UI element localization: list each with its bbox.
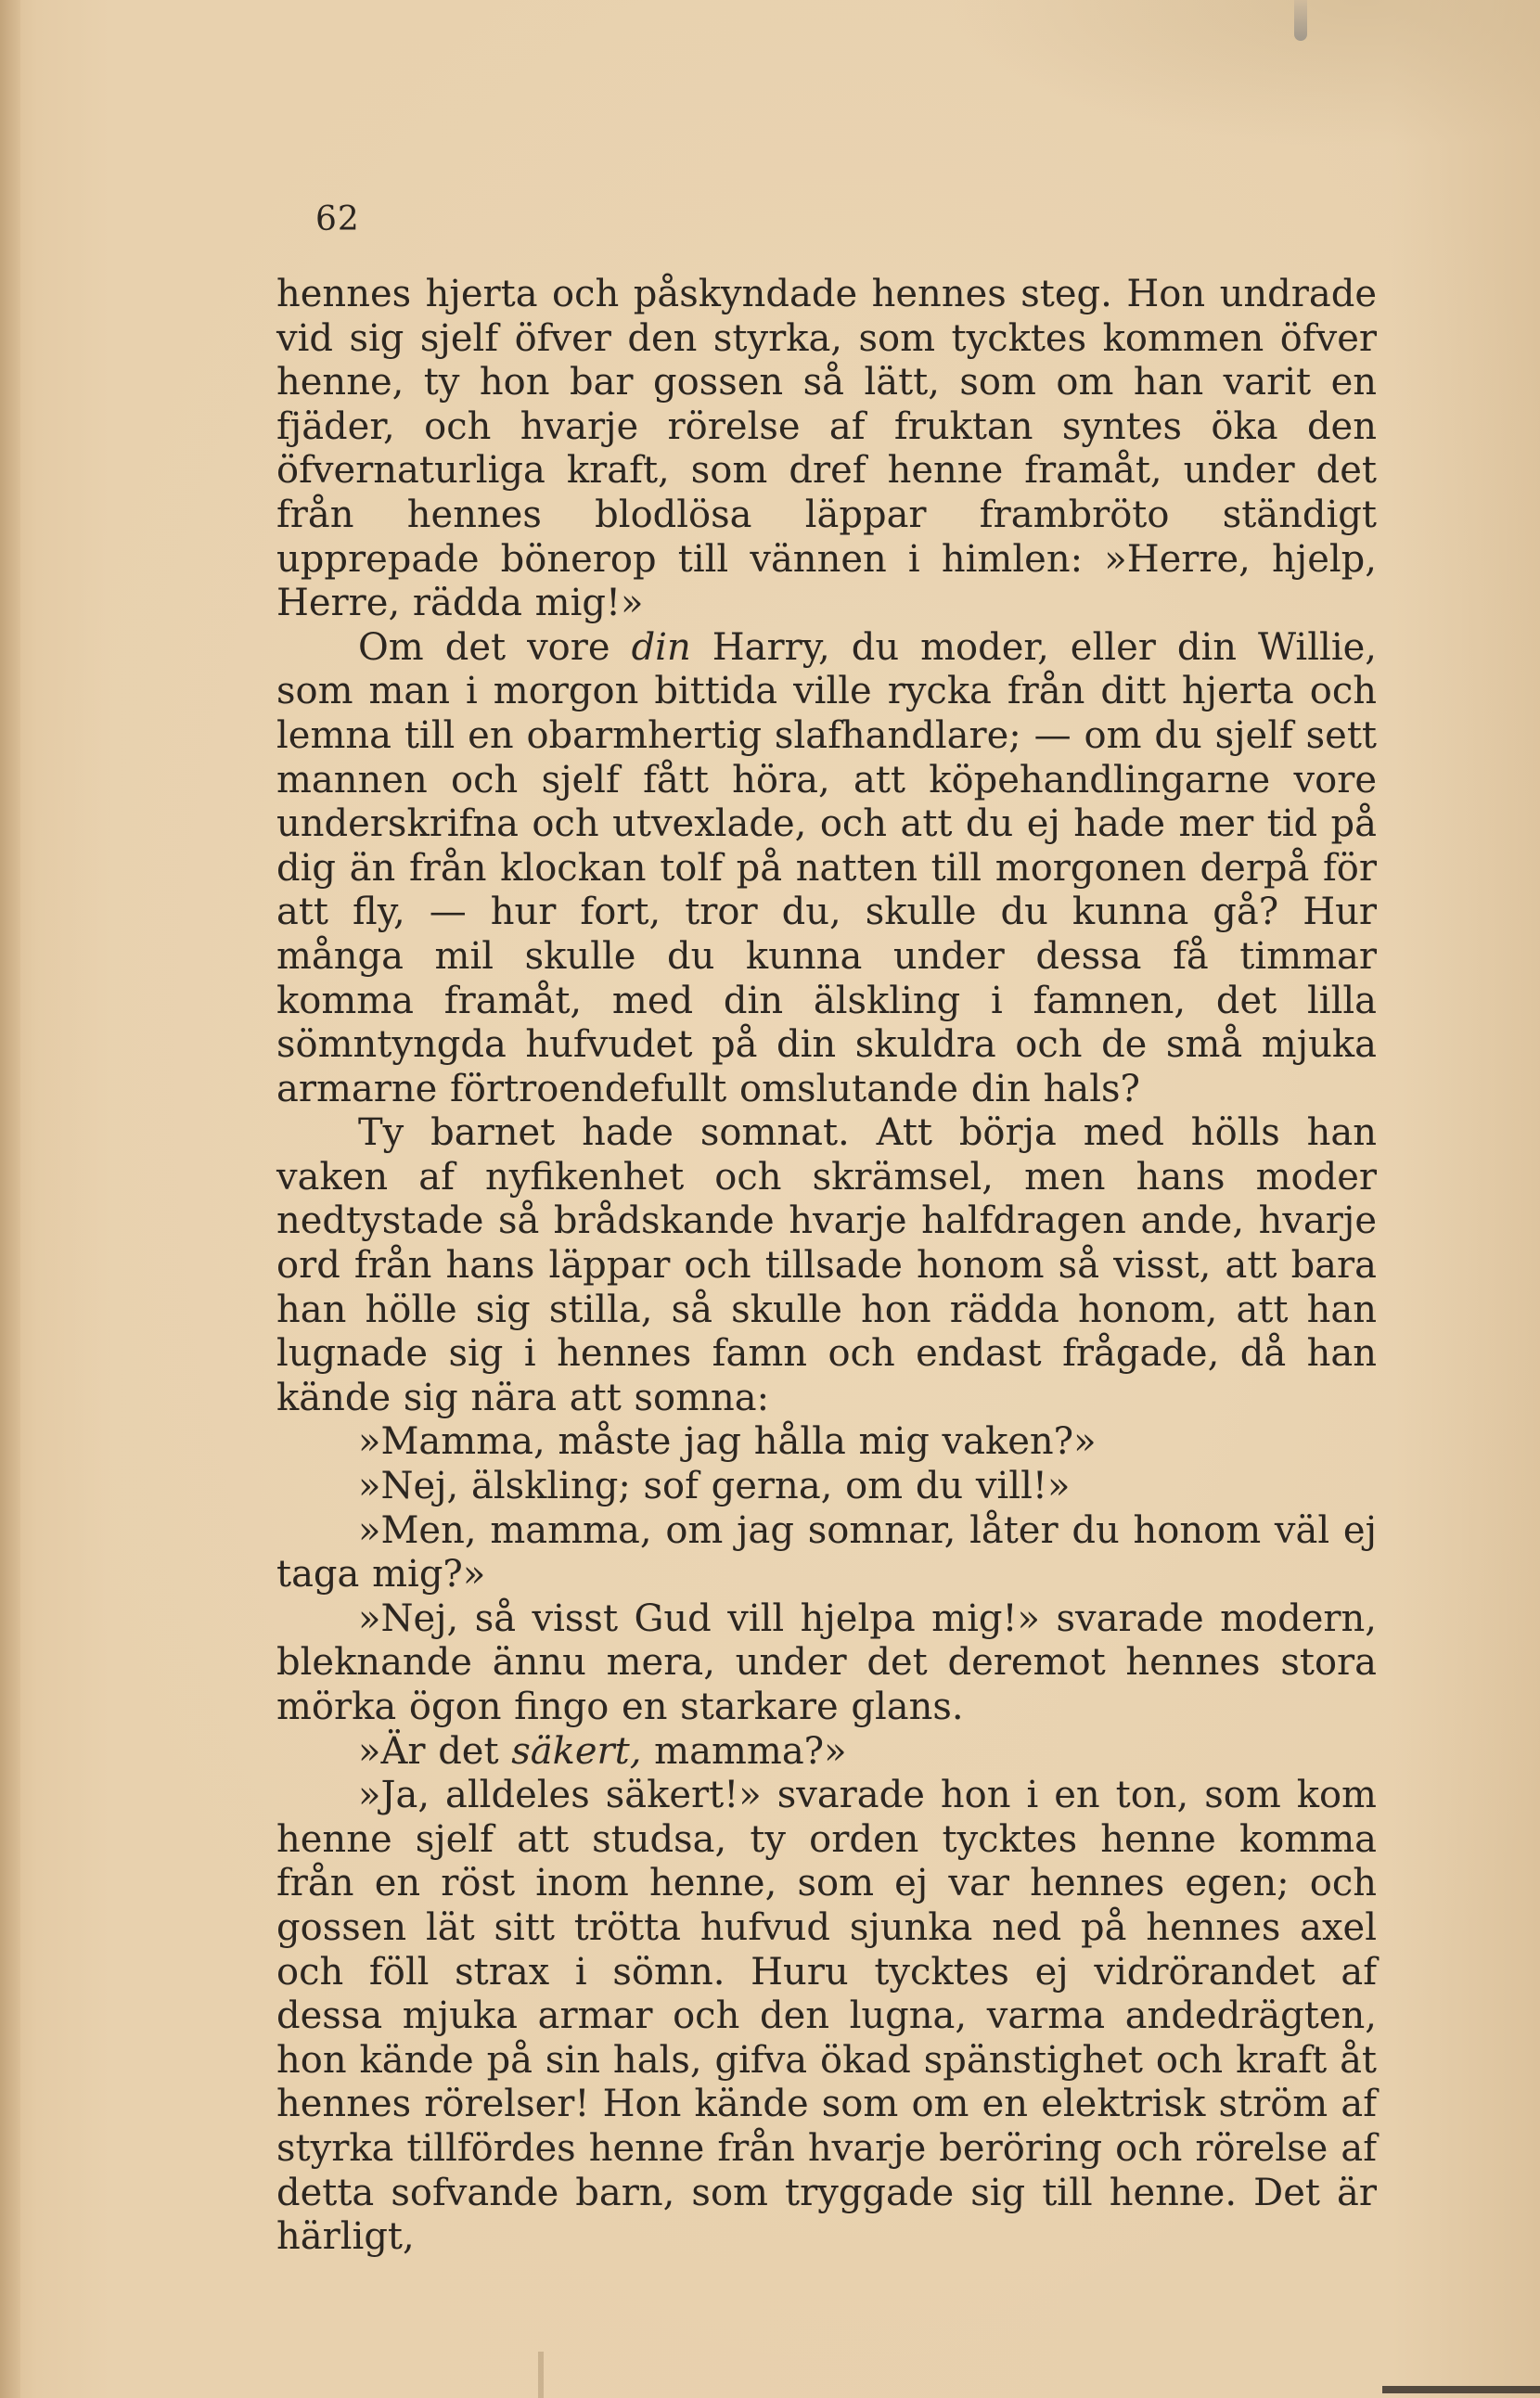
dialog-line-3: »Men, mamma, om jag somnar, låter du honom väl ej taga mig?» bbox=[276, 1508, 1377, 1597]
dialog-line-4 bbox=[276, 1730, 1377, 1775]
page-binding-edge bbox=[0, 0, 20, 2398]
paragraph-1: hennes hjerta och påskyndade hennes steg. Hon undrade vid sig sjelf öfver den styrka, som tycktes kommen öfver henne, ty hon bar gossen så lätt, som om han varit en fjäder, och hvarje rörelse af fruktan syntes öka den öfvernaturliga kraft, som dref henne framåt, under det från hennes blodlösa läppar frambröto ständigt upprepade bönerop till vännen i himlen: »Herre, hjelp, Herre, rädda mig!» bbox=[276, 273, 1377, 625]
body-text bbox=[276, 273, 1377, 2260]
paper-stain bbox=[946, 0, 1540, 148]
dialog-line-4-italic: säkert, bbox=[511, 1729, 642, 1773]
top-corner-mark bbox=[1294, 0, 1307, 41]
paragraph-2 bbox=[276, 626, 1377, 1112]
paragraph-2-italic: din bbox=[631, 625, 691, 669]
dialog-line-4-end: mamma?» bbox=[641, 1729, 847, 1773]
paragraph-2-end: Harry, du moder, eller din Willie, som man i morgon bittida ville rycka från ditt hjerta och lemna till en obarmhertig slafhandlare; — om du sjelf sett mannen och sjelf fått höra, att köpehandlingarne vore underskrifna och utvexlade, och att du ej hade mer tid på dig än från klockan tolf på natten till morgonen derpå för att fly, — hur fort, tror du, skulle du kunna gå? Hur många mil skulle du kunna under dessa få timmar komma framåt, med din älskling i famnen, det lilla sömntyngda hufvudet på din skuldra och de små mjuka armarne förtroendefullt omslutande din hals? bbox=[276, 625, 1377, 1110]
bottom-paper-mark bbox=[538, 2352, 544, 2398]
dialog-line-1: »Mamma, måste jag hålla mig vaken?» bbox=[358, 1420, 1097, 1464]
bottom-edge-bar bbox=[1382, 2386, 1540, 2393]
dialog-line-2: »Nej, älskling; sof gerna, om du vill!» bbox=[358, 1465, 1071, 1508]
paragraph-7: »Nej, så visst Gud vill hjelpa mig!» svarade modern, bleknande ännu mera, under det deremot hennes stora mörka ögon fingo en starkare glans. bbox=[276, 1597, 1377, 1728]
page-number: 62 bbox=[315, 200, 360, 238]
paragraph-9: »Ja, alldeles säkert!» svarade hon i en ton, som kom henne sjelf att studsa, ty orden tycktes henne komma från en röst inom henne, som ej var hennes egen; och gossen lät sitt trötta hufvud sjunka ned på hennes axel och föll strax i sömn. Huru tycktes ej vidrörandet af dessa mjuka armar och den lugna, varma andedrägten, hon kände på sin hals, gifva ökad spänstighet och kraft åt hennes rörelser! Hon kände som om en elektrisk ström af styrka tillfördes henne från hvarje beröring och rörelse af detta sofvande barn, som tryggade sig till henne. Det är härligt, bbox=[276, 1774, 1377, 2259]
paragraph-3: Ty barnet hade somnat. Att börja med hölls han vaken af nyfikenhet och skrämsel, men hans moder nedtystade så brådskande hvarje halfdragen ande, hvarje ord från hans läppar och tillsade honom så visst, att bara han hölle sig stilla, så skulle hon rädda honom, att han lugnade sig i hennes famn och endast frågade, då han kände sig nära att somna: bbox=[276, 1111, 1377, 1419]
dialog-line-4-start: »Är det bbox=[358, 1729, 512, 1773]
paragraph-2-start: Om det vore bbox=[358, 625, 632, 669]
